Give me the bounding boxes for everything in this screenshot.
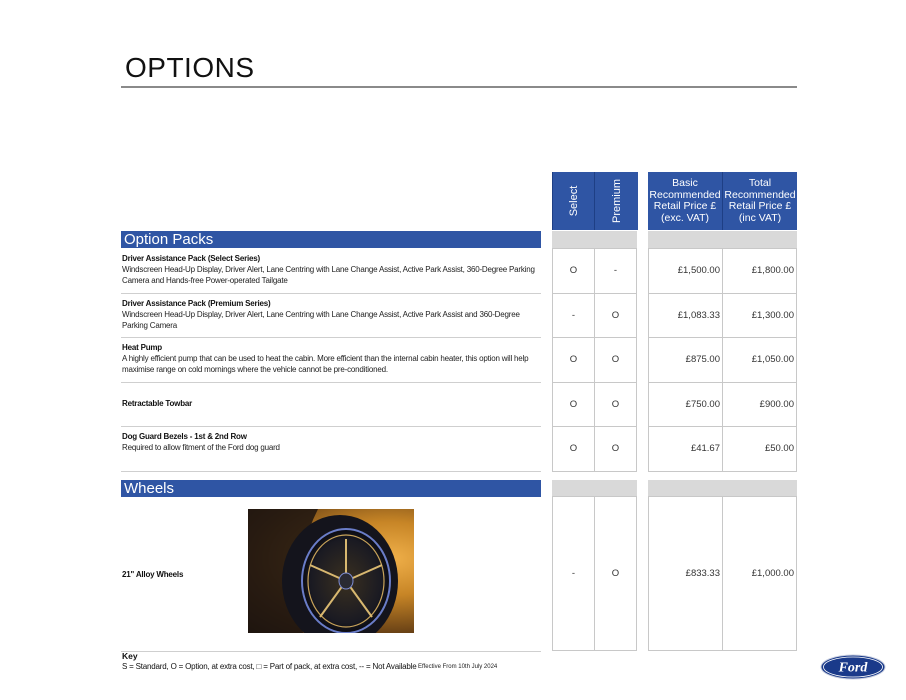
alloy-wheel-image [248, 509, 414, 633]
section-band-trim [552, 231, 637, 248]
cell-basic-price: £750.00 [648, 382, 723, 428]
cell-premium: O [594, 293, 637, 339]
cell-basic-price: £833.33 [648, 496, 723, 651]
item-name: 21" Alloy Wheels [122, 570, 184, 579]
section-band-price [648, 231, 797, 248]
list-item [122, 298, 538, 331]
row-divider [121, 293, 541, 294]
row-divider [121, 651, 541, 652]
header-premium-label: Premium [610, 178, 623, 224]
cell-select: O [552, 426, 595, 472]
row-divider [121, 337, 541, 338]
item-name: Retractable Towbar [122, 398, 193, 408]
cell-total-price: £1,300.00 [722, 293, 797, 339]
item-name: Driver Assistance Pack (Select Series) [122, 254, 260, 263]
cell-basic-price: £41.67 [648, 426, 723, 472]
section-wheels: Wheels [121, 480, 541, 497]
section-option-packs: Option Packs [121, 231, 541, 248]
cell-select: O [552, 248, 595, 294]
cell-basic-price: £1,083.33 [648, 293, 723, 339]
header-premium [594, 172, 638, 230]
cell-select: O [552, 382, 595, 428]
page-title: OPTIONS [125, 52, 255, 83]
ford-logo-text: Ford [838, 660, 868, 676]
list-item [122, 398, 538, 409]
cell-premium: O [594, 337, 637, 383]
cell-total-price: £1,800.00 [722, 248, 797, 294]
cell-premium: O [594, 382, 637, 428]
list-item [122, 342, 538, 375]
effective-date: Effective From 10th July 2024 [418, 664, 498, 670]
item-name: Heat Pump [122, 343, 162, 352]
cell-total-price: £1,050.00 [722, 337, 797, 383]
cell-select: O [552, 337, 595, 383]
list-item [122, 431, 538, 453]
item-description: Windscreen Head-Up Display, Driver Alert, Lane Centring with Lane Change Assist, Active Park Assist, 360-Degree Parking Camera and Hands-free Power-operated Tailgate [122, 265, 535, 285]
list-item [122, 253, 538, 286]
row-divider [121, 426, 541, 427]
cell-total-price: £900.00 [722, 382, 797, 428]
item-description: A highly efficient pump that can be used to heat the cabin. More efficient than the internal cabin heater, this option will help maximise range on cold mornings where the vehicle cannot be pre-conditioned. [122, 354, 529, 374]
item-description: Required to allow fitment of the Ford dog guard [122, 443, 280, 452]
cell-select: - [552, 496, 595, 651]
title-divider [121, 86, 797, 88]
cell-basic-price: £875.00 [648, 337, 723, 383]
cell-total-price: £1,000.00 [722, 496, 797, 651]
item-description: Windscreen Head-Up Display, Driver Alert, Lane Centring with Lane Change Assist, Active Park Assist and 360-Degree Parking Camera [122, 309, 520, 330]
cell-premium: O [594, 496, 637, 651]
cell-premium: O [594, 426, 637, 472]
header-basic-price: Basic Recommended Retail Price £ (exc. VAT) [648, 172, 722, 230]
row-divider [121, 471, 541, 472]
cell-premium: - [594, 248, 637, 294]
item-name: Driver Assistance Pack (Premium Series) [122, 298, 271, 308]
section-band-price [648, 480, 797, 497]
section-band-trim [552, 480, 637, 497]
cell-select: - [552, 293, 595, 339]
row-divider [121, 382, 541, 383]
cell-total-price: £50.00 [722, 426, 797, 472]
item-name: Dog Guard Bezels - 1st & 2nd Row [122, 432, 247, 441]
header-total-price: Total Recommended Retail Price £ (inc VAT) [722, 172, 797, 230]
key-text: S = Standard, O = Option, at extra cost, □ = Part of pack, at extra cost, -- = Not Available [122, 662, 417, 671]
key-label: Key [122, 651, 138, 661]
header-select [552, 172, 595, 230]
cell-basic-price: £1,500.00 [648, 248, 723, 294]
header-select-label: Select [568, 185, 580, 217]
ford-logo [820, 654, 886, 680]
